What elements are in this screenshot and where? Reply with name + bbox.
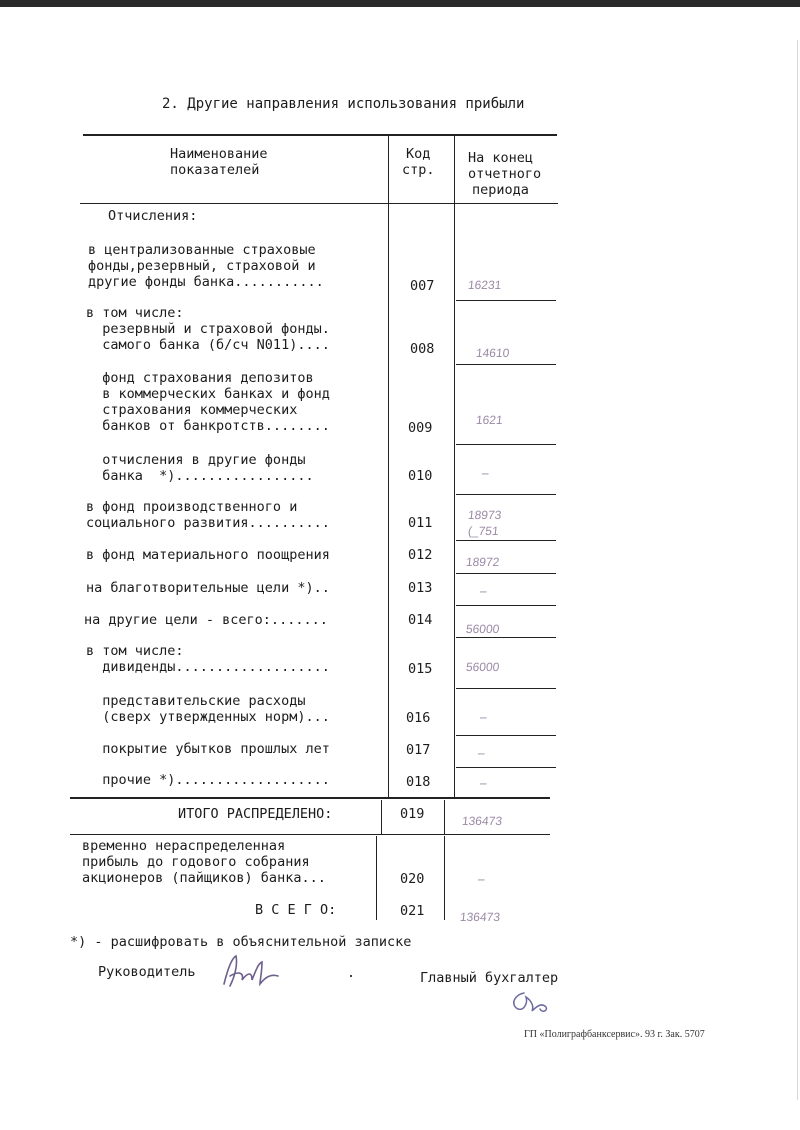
value-separator: [456, 605, 556, 606]
total-rule: [70, 834, 550, 835]
header-value-line3: периода: [472, 182, 529, 198]
group-label: Отчисления:: [108, 208, 198, 224]
total-divider-right: [444, 800, 445, 834]
section-title: 2. Другие направления использования прибыли: [162, 96, 525, 112]
total-distributed-label: ИТОГО РАСПРЕДЕЛЕНО:: [178, 806, 333, 822]
row-value: –: [481, 466, 490, 480]
row-value: 56000: [465, 622, 501, 636]
table-bottom-rule: [70, 797, 550, 799]
row-value: 1621: [475, 413, 504, 427]
row-value: –: [479, 776, 488, 790]
grand-total-value: 136473: [459, 910, 501, 924]
value-separator: [456, 637, 556, 638]
total-distributed-code: 019: [400, 806, 425, 822]
total-divider-left: [381, 800, 382, 834]
row-code: 015: [408, 661, 433, 677]
undistributed-label: акционеров (пайщиков) банка...: [82, 870, 326, 886]
row-code: 017: [406, 742, 431, 758]
row-label: покрытие убытков прошлых лет: [86, 741, 330, 757]
row-code: 009: [408, 420, 433, 436]
row-code: 012: [408, 547, 433, 563]
value-separator: [456, 494, 556, 495]
footnote: *) - расшифровать в объяснительной записке: [70, 934, 412, 950]
row-value: –: [479, 584, 488, 598]
row-label: резервный и страховой фонды.: [86, 321, 330, 337]
row-label: банка *).................: [86, 468, 314, 484]
header-code-line2: стр.: [402, 162, 435, 178]
column-divider-code-right: [454, 134, 455, 798]
row-value: –: [477, 746, 486, 760]
chief-accountant-label: Главный бухгалтер: [420, 970, 559, 986]
row-label: прочие *)...................: [86, 772, 330, 788]
row-label: фонд страхования депозитов: [86, 370, 314, 386]
dot-mark: [350, 975, 352, 977]
row-code: 018: [406, 774, 431, 790]
value-separator: [456, 364, 556, 365]
row-value: 56000: [465, 660, 501, 674]
row-label: в том числе:: [86, 643, 184, 659]
header-name-line1: Наименование: [170, 146, 268, 162]
value-separator: [456, 540, 556, 541]
row-label: банков от банкротств........: [86, 418, 330, 434]
row-label: дивиденды...................: [86, 659, 330, 675]
row-code: 008: [410, 341, 435, 357]
row-code: 013: [408, 580, 433, 596]
grand-total-code: 021: [400, 903, 425, 919]
row-label: в фонд материального поощрения: [86, 547, 330, 563]
value-separator: [456, 767, 556, 768]
row-label: в том числе:: [86, 305, 184, 321]
page-edge: [797, 40, 798, 1100]
undistributed-code: 020: [400, 871, 425, 887]
row-label: другие фонды банка...........: [88, 274, 324, 290]
row-label: в фонд производственного и: [86, 499, 298, 515]
row-value: 18972: [465, 555, 501, 569]
row-value-secondary: (_751: [467, 524, 500, 538]
scan-edge: [0, 0, 800, 7]
row-label: на другие цели - всего:.......: [84, 612, 328, 628]
print-info: ГП «Полиграфбанксервис». 93 г. Зак. 5707: [524, 1029, 705, 1040]
value-separator: [456, 573, 556, 574]
accountant-signature: [506, 985, 556, 1017]
header-value-line1: На конец: [468, 150, 534, 166]
footer-divider-left: [376, 836, 377, 920]
header-code-line1: Код: [406, 146, 431, 162]
row-code: 010: [408, 468, 433, 484]
row-value: 14610: [475, 346, 511, 360]
undistributed-value: –: [477, 872, 486, 886]
value-separator: [456, 300, 556, 301]
row-label: самого банка (б/сч N011)....: [86, 337, 330, 353]
row-value: 18973: [467, 508, 503, 522]
header-value-line2: отчетного: [468, 166, 542, 182]
value-separator: [456, 735, 556, 736]
row-label: страхования коммерческих: [86, 402, 298, 418]
row-label: отчисления в другие фонды: [86, 452, 306, 468]
undistributed-label: прибыль до годового собрания: [82, 854, 310, 870]
table-top-rule: [83, 134, 557, 136]
row-code: 016: [406, 710, 431, 726]
row-label: социального развития..........: [86, 515, 330, 531]
row-label: на благотворительные цели *)..: [86, 580, 330, 596]
row-label: в коммерческих банках и фонд: [86, 386, 330, 402]
value-separator: [456, 444, 556, 445]
undistributed-label: временно нераспределенная: [82, 838, 286, 854]
row-label: (сверх утвержденных норм)...: [86, 709, 330, 725]
director-label: Руководитель: [98, 964, 196, 980]
column-divider-code-left: [388, 134, 389, 798]
row-value: 16231: [467, 278, 503, 292]
footer-divider-right: [444, 836, 445, 920]
row-code: 007: [410, 278, 435, 294]
total-distributed-value: 136473: [461, 814, 503, 828]
director-signature: [218, 950, 288, 992]
row-value: –: [479, 710, 488, 724]
row-label: фонды,резервный, страховой и: [88, 258, 316, 274]
row-code: 014: [408, 612, 433, 628]
row-label: в централизованные страховые: [88, 242, 316, 258]
row-code: 011: [408, 515, 433, 531]
header-name-line2: показателей: [170, 162, 260, 178]
value-separator: [456, 688, 556, 689]
header-rule: [80, 203, 558, 204]
grand-total-label: В С Е Г О:: [255, 902, 337, 918]
row-label: представительские расходы: [86, 693, 306, 709]
